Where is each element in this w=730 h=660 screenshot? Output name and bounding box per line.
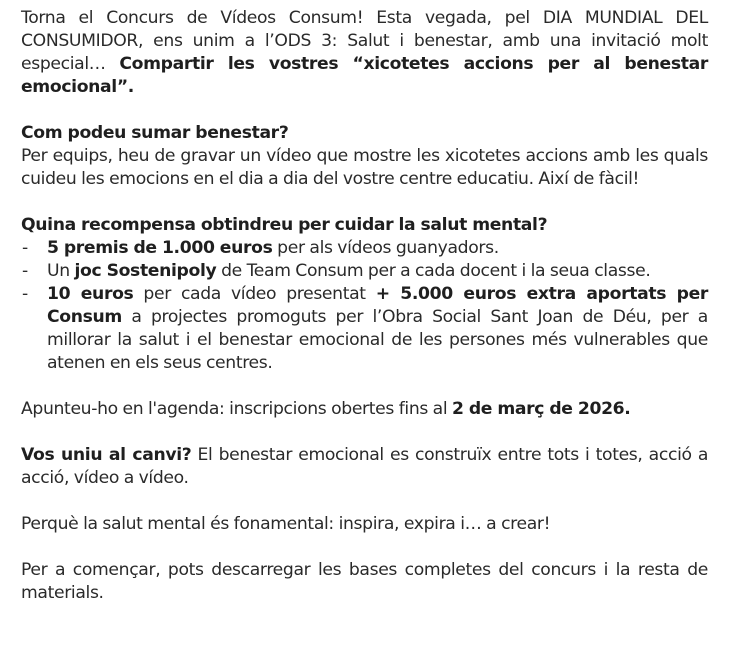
join-question: Vos uniu al canvi? [21, 445, 192, 465]
reward-text: per cada vídeo presentat [133, 284, 376, 304]
rewards-list [21, 237, 708, 375]
list-dash: - [22, 261, 28, 281]
how-paragraph: Per equips, heu de gravar un vídeo que mostre les xicotetes accions amb les quals cuideu les emocions en el dia a dia del vostre centre educatiu. Així de fàcil! [21, 146, 708, 189]
reward-text: de Team Consum per a cada docent i la seua classe. [216, 261, 651, 281]
reward-item-game [21, 260, 708, 283]
reward-text: Un [47, 261, 75, 281]
intro-highlight: Compartir les vostres “xicotetes accions per al benestar emocional”. [21, 54, 708, 97]
list-dash: - [22, 238, 28, 258]
reward-text: per als vídeos guanyadors. [272, 238, 499, 258]
rewards-heading: Quina recompensa obtindreu per cuidar la salut mental? [21, 215, 548, 235]
intro-paragraph [21, 7, 708, 99]
reward-item-donation [21, 283, 708, 375]
reward-item-prizes [21, 237, 708, 260]
reward-bold: 5 premis de 1.000 euros [47, 238, 273, 258]
reward-bold: + 5.000 euros extra aportats per Consum [47, 284, 709, 327]
reward-bold: joc Sostenipoly [74, 261, 217, 281]
intro-text: Torna el Concurs de Vídeos Consum! Esta vegada, pel DIA MUNDIAL DEL CONSUMIDOR, ens unim a l’ODS 3: Salut i benestar, amb una invitació molt especial… [21, 8, 708, 74]
list-dash: - [22, 284, 28, 304]
article-body [21, 7, 708, 605]
reward-text: a projectes promoguts per l’Obra Social Sant Joan de Déu, per a millorar la salut i el benestar emocional de les persones més vulnerables que atenen en els seus centres. [47, 307, 708, 373]
deadline-text: Apunteu-ho en l'agenda: inscripcions obertes fins al [21, 399, 453, 419]
download-paragraph: Per a començar, pots descarregar les bases completes del concurs i la resta de materials. [21, 560, 708, 603]
mental-health-paragraph: Perquè la salut mental és fonamental: inspira, expira i… a crear! [21, 514, 551, 534]
join-paragraph [21, 444, 708, 490]
deadline-date: 2 de març de 2026. [452, 399, 631, 419]
deadline-paragraph [21, 398, 708, 421]
reward-bold: 10 euros [47, 284, 134, 304]
how-heading: Com podeu sumar benestar? [21, 123, 289, 143]
join-text: El benestar emocional es construïx entre tots i totes, acció a acció, vídeo a vídeo. [21, 445, 708, 488]
